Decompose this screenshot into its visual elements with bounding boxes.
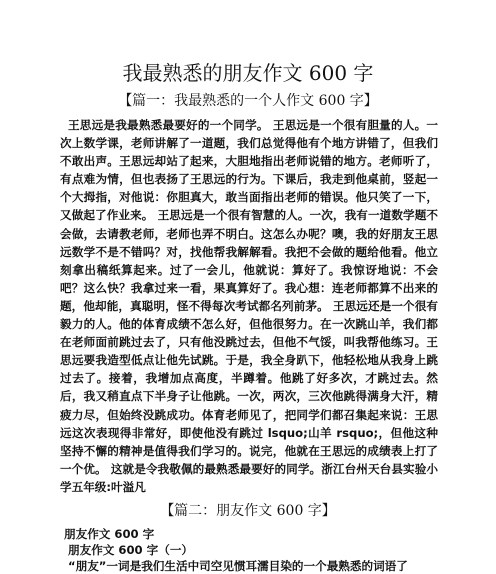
section2-line: 朋友作文 600 字（一） bbox=[68, 543, 194, 557]
section1-body: 王思远是我最熟悉最要好的一个同学。 王思远是一个很有胆量的人。一次上数学课，老师讲解了一道题，我们总觉得他有个地方讲错了，但我们不敢出声。王思远却站了起来，大胆地指出老师说错的地方。老师听了，有点难为情，但也表扬了王思远的行为。下课后，我走到他桌前，竖起一个大拇指，对他说：你胆真大，敢当面指出老师的错误。他只笑了一下，又做起了作业来。 王思远是一个很有智慧的人。一次，我有一道数学题不会做，去请教老师，老师也弄不明白。这怎么办呢？噢，我的好朋友王思远数学不是不错吗？对，找他帮我解解看。我把不会做的题给他看。他立刻拿出稿纸算起来。过了一会儿，他就说：算好了。我惊讶地说：不会吧？这么快？我拿过来一看，果真算好了。我心想：连老师都算不出来的题，他却能，真聪明，怪不得每次考试都名列前茅。 王思远还是一个很有毅力的人。他的体育成绩不怎么好，但他很努力。在一次跳山羊，我们都在老师面前跳过去了，只有他没跳过去，但他不气馁，叫我帮他练习。王思远要我造型低点让他先试跳。于是，我全身趴下，他轻松地从我身上跳过去了。接着，我增加点高度，半蹲着。他跳了好多次，才跳过去。然后，我又稍直点下半身子让他跳。一次，两次，三次他跳得满身大汗，精疲力尽，但始终没跳成功。体育老师见了，把同学们都召集起来说：王思远这次表现得非常好，即使他没有跳过 lsquo;山羊 rsquo;，但他这种坚持不懈的精神是值得我们学习的。说完，他就在王思远的成绩表上打了一个优。 这就是令我敬佩的最熟悉最要好的同学。浙江台州天台县实验小学五年级:叶溢凡 bbox=[60, 118, 438, 494]
section2-line: 朋友作文 600 字 bbox=[64, 527, 155, 541]
section1-heading: 【篇一：我最熟悉的一个人作文 600 字】 bbox=[118, 93, 378, 109]
document-title: 我最熟悉的朋友作文 600 字 bbox=[122, 61, 374, 85]
section2-line: “朋友”一词是我们生活中司空见惯耳濡目染的一个最熟悉的词语了 bbox=[68, 559, 408, 573]
section2-heading: 【篇二：朋友作文 600 字】 bbox=[160, 503, 336, 519]
